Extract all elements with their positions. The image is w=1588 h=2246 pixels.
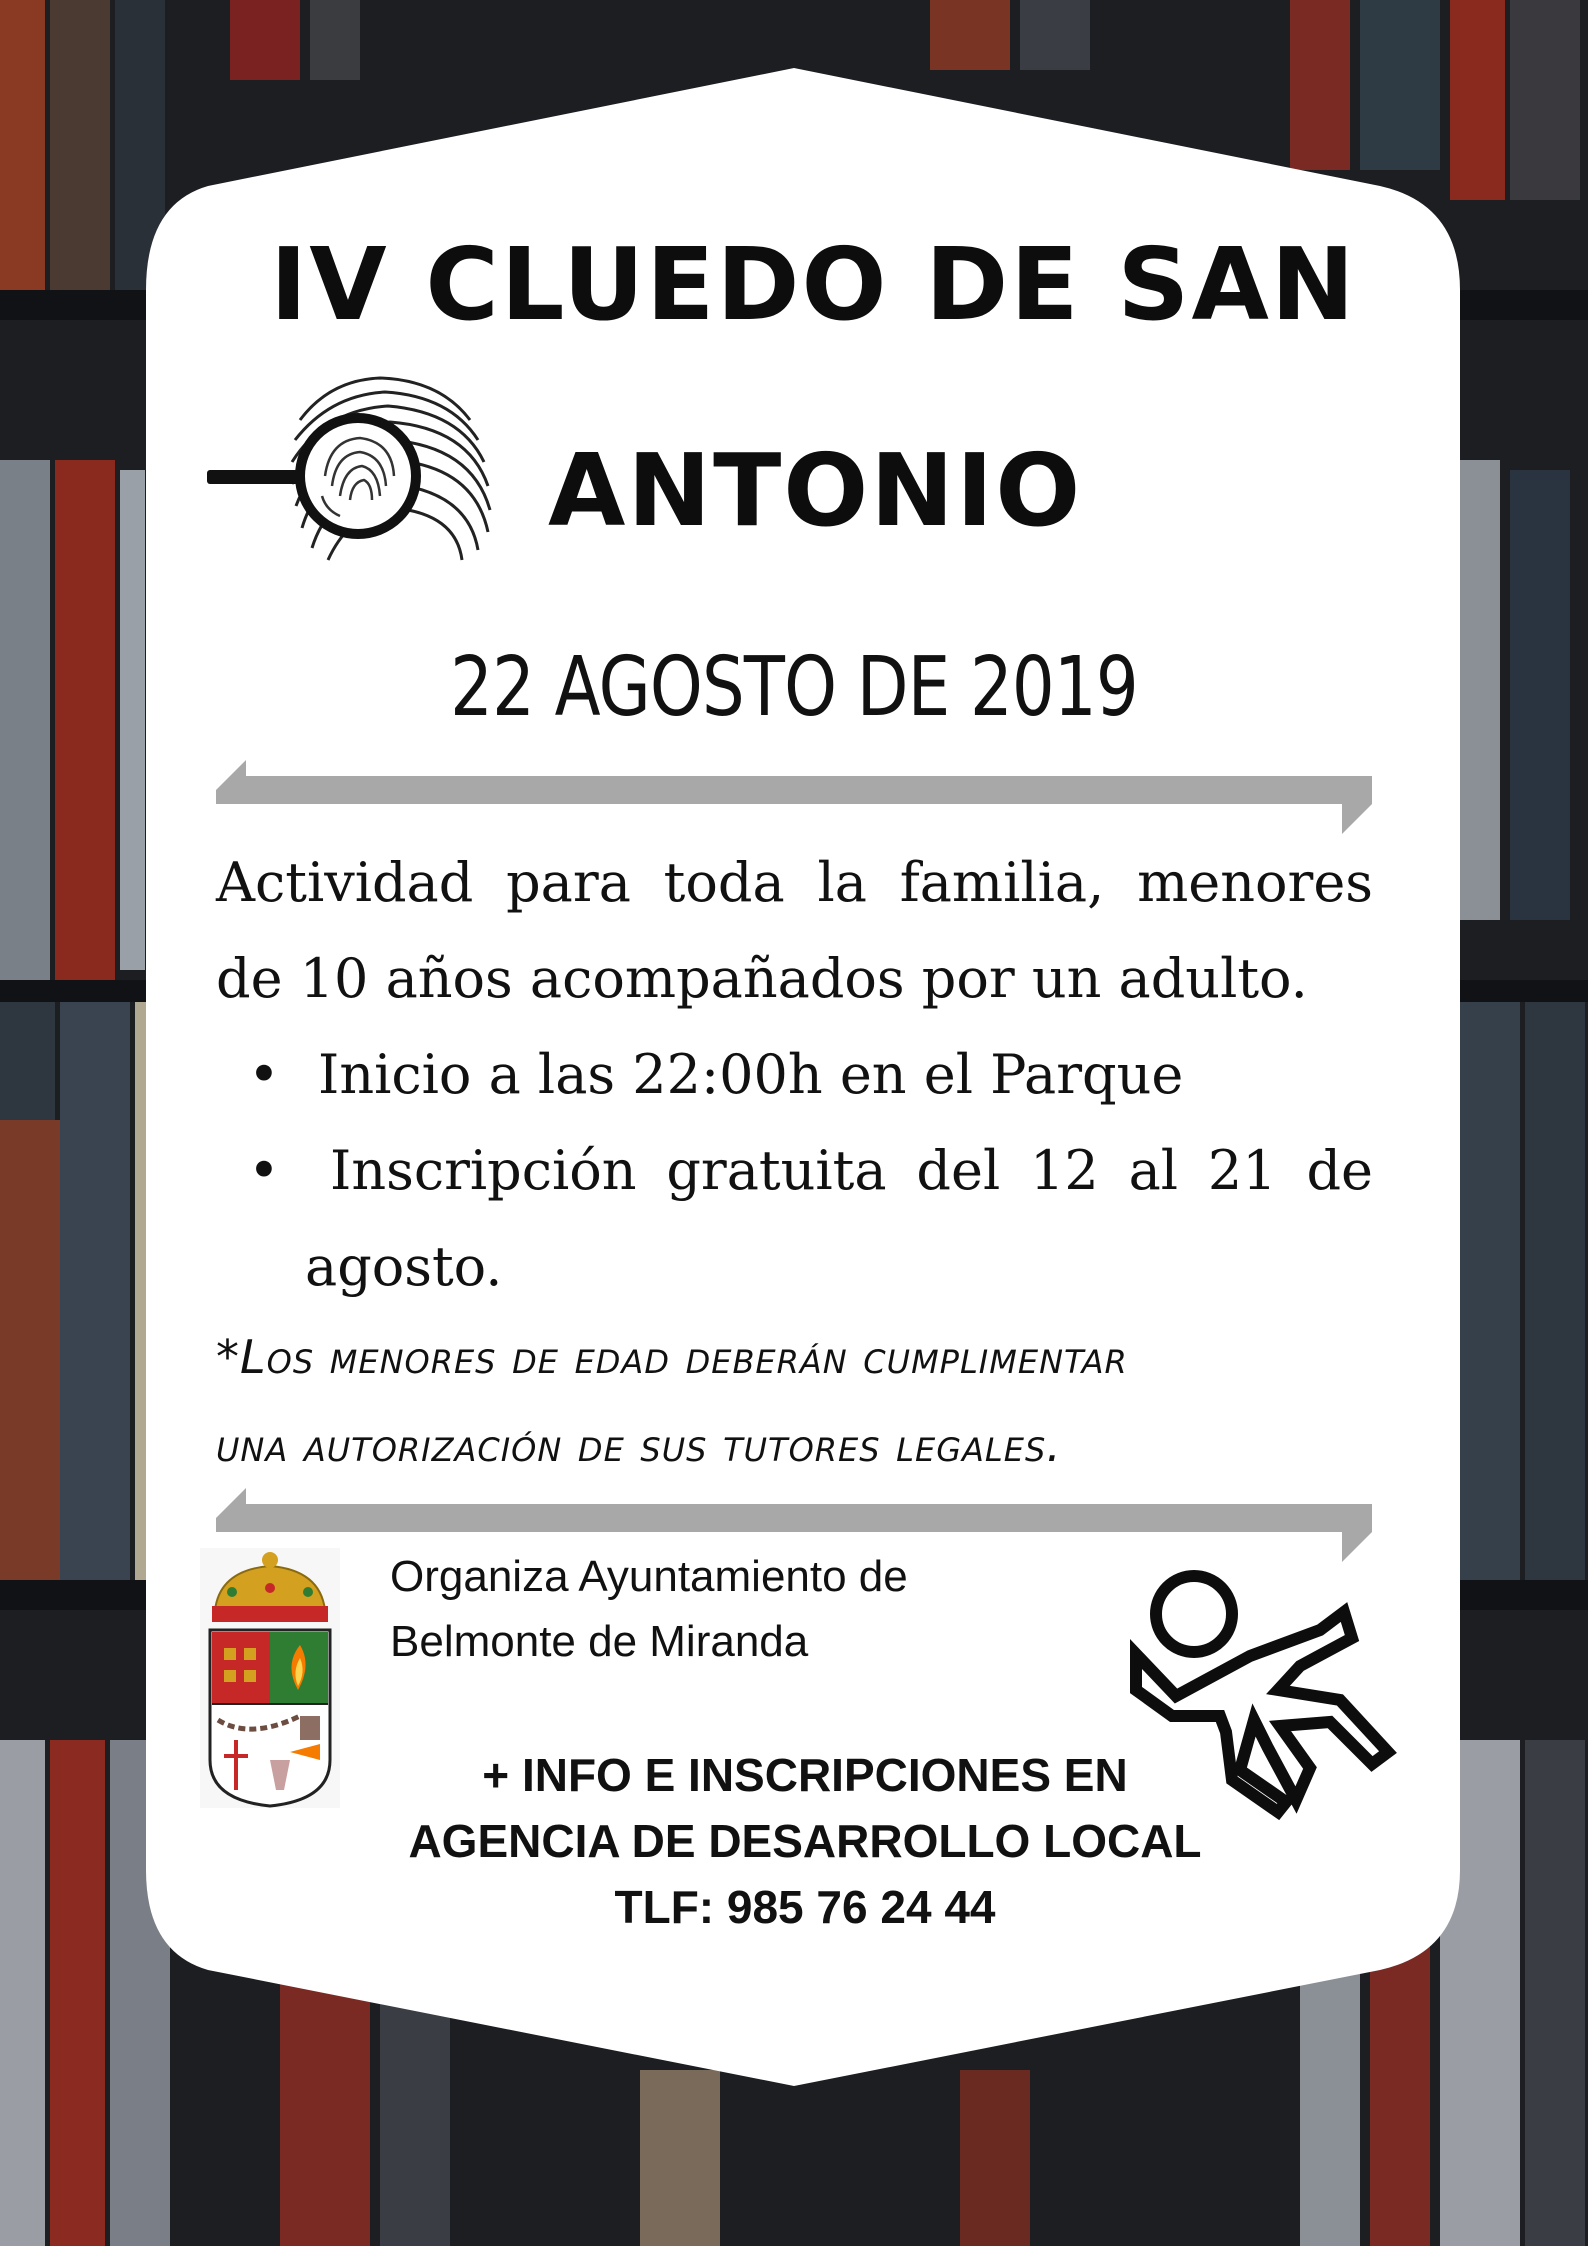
minors-note-line2: una autorización de sus tutores legales.	[216, 1418, 1062, 1472]
bullet-registration-continued: agosto.	[305, 1235, 503, 1298]
bullet-dot-1: •	[248, 1043, 280, 1106]
description-line1: Actividad para toda la familia, menores	[216, 851, 1373, 914]
bullet-start-time: Inicio a las 22:00h en el Parque	[318, 1043, 1184, 1106]
poster-title-line1: IV CLUEDO DE SAN	[270, 226, 1357, 343]
minors-note-line1: *Los menores de edad deberán cumplimentar	[216, 1330, 1128, 1384]
organizer-line2: Belmonte de Miranda	[390, 1617, 809, 1666]
description-line2: de 10 años acompañados por un adulto.	[216, 947, 1308, 1010]
event-date: 22 AGOSTO DE 2019	[450, 640, 1138, 735]
bullet-registration: Inscripción gratuita del 12 al 21 de	[330, 1139, 1373, 1202]
info-phone: TLF: 985 76 24 44	[614, 1881, 996, 1933]
bullet-dot-2: •	[248, 1139, 280, 1202]
poster-title-line2: ANTONIO	[548, 432, 1083, 549]
organizer-line1: Organiza Ayuntamiento de	[390, 1552, 908, 1601]
info-line2: AGENCIA DE DESARROLLO LOCAL	[408, 1815, 1202, 1867]
info-line1: + INFO E INSCRIPCIONES EN	[482, 1749, 1128, 1801]
